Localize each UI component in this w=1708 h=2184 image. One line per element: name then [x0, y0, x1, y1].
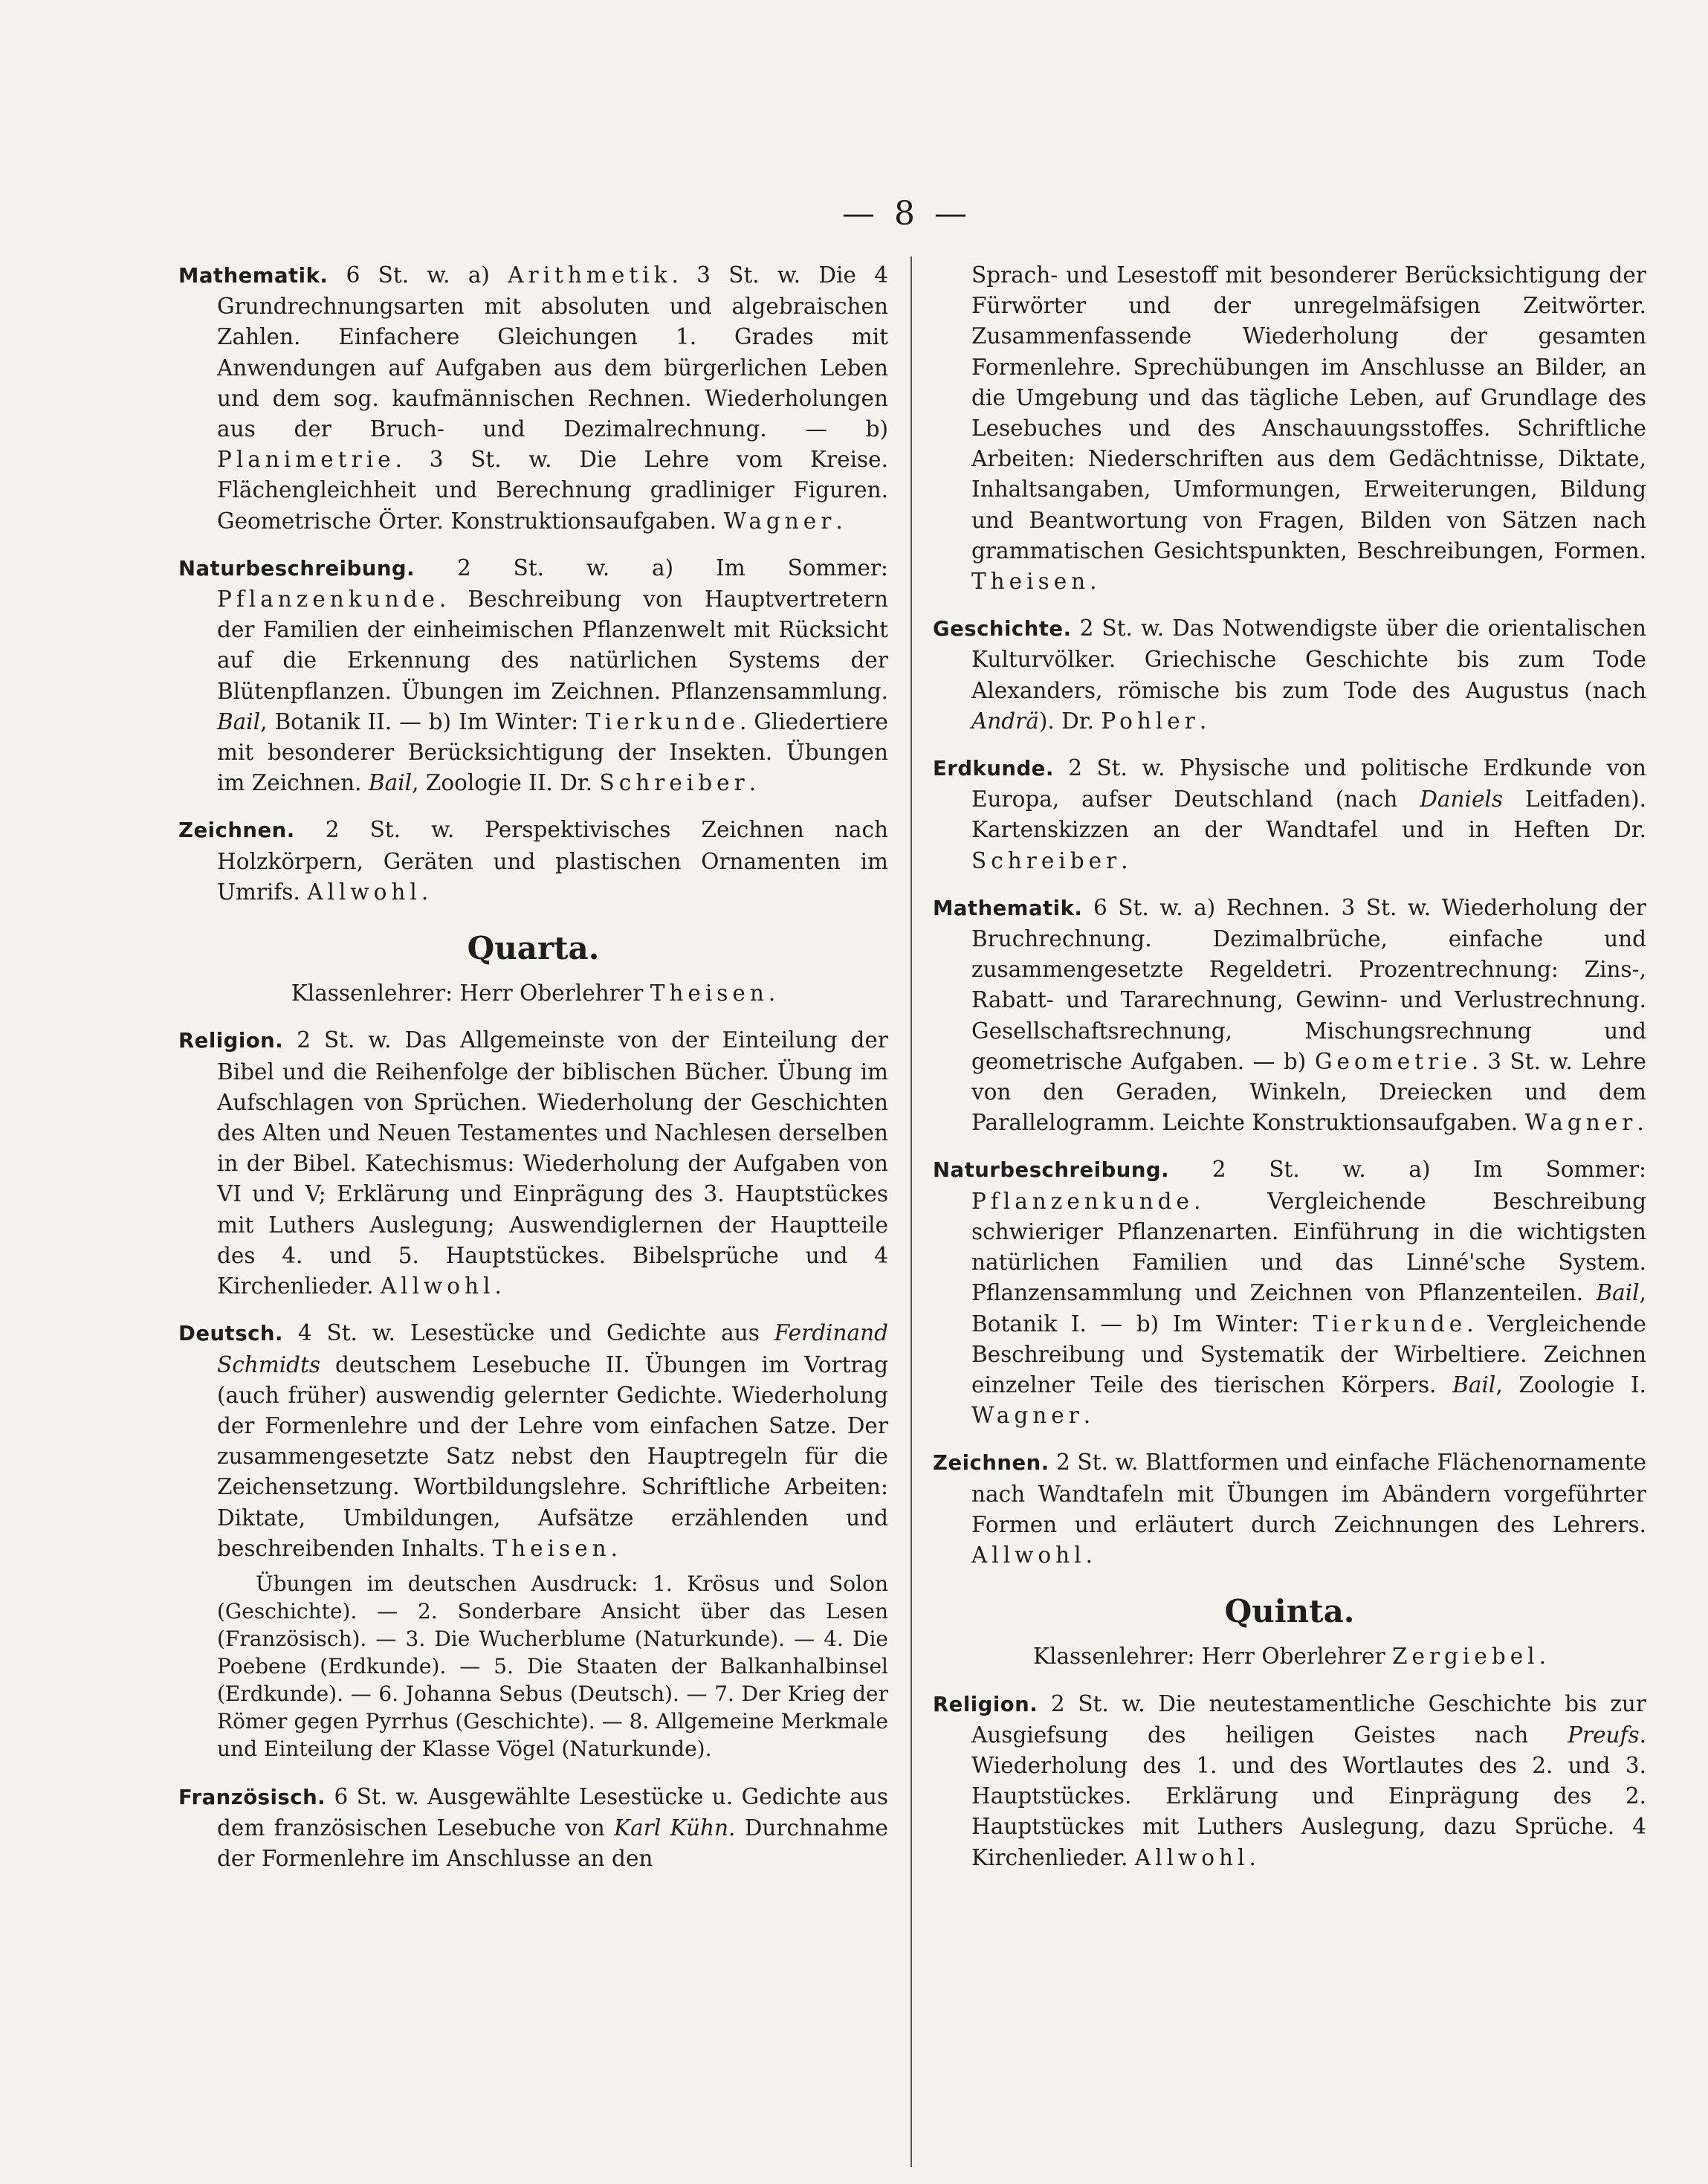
entry-geschichte: Geschichte. 2 St. w. Das Notwendigste über die orientalischen Kulturvölker. Griechische Geschichte bis zum Tode Alexanders, römische bis zum Tode des Augustus (nach Andrä). Dr. Pohler. [933, 616, 1646, 734]
teacher-name: Theisen [492, 1535, 611, 1561]
subject-heading: Deutsch. [178, 1322, 283, 1346]
teacher-name: Pohler [1101, 708, 1200, 734]
class-teacher-line: Klassenlehrer: Herr Oberlehrer Theisen. [291, 980, 776, 1007]
entry-zeichnen: Zeichnen. 2 St. w. Perspektivisches Zeichnen nach Holzkörpern, Geräten und plastischen Ornamenten im Umrifs. Allwohl. [178, 817, 888, 905]
entry-franzoesisch-continued: Sprach- und Lesestoff mit besonderer Berücksichtigung der Fürwörter und der unregelmäfsigen Zeitwörter. Zusammenfassende Wiederholung der gesamten Formenlehre. Sprechübungen im Anschlusse an Bilder, an die Umgebung und das tägliche Leben, auf Grundlage des Lesebuches und des Anschauungsstoffes. Schriftliche Arbeiten: Niederschriften aus dem Gedächtnisse, Diktate, Inhaltsangaben, Umformungen, Erweiterungen, Bildung und Beantwortung von Fragen, Bilden von Sätzen nach grammatischen Gesichtspunkten, Beschreibungen, Formen. Theisen. [971, 262, 1646, 595]
subject-heading: Religion. [933, 1692, 1038, 1716]
teacher-name: Allwohl [971, 1542, 1086, 1568]
entry-mathematik: Mathematik. 6 St. w. a) Arithmetik. 3 St. w. Die 4 Grundrechnungsarten mit absoluten und algebraischen Zahlen. Einfachere Gleichungen 1. Grades mit Anwendungen auf Aufgaben aus dem bürgerlichen Leben und dem sog. kaufmännischen Rechnen. Wiederholungen aus der Bruch- und Dezimalrechnung. — b) Planimetrie. 3 St. w. Die Lehre vom Kreise. Flächengleichheit und Berechnung gradliniger Figuren. Geometrische Örter. Konstruktionsaufgaben. Wagner. [178, 262, 888, 534]
subject-heading: Geschichte. [933, 617, 1072, 642]
entry-mathematik: Mathematik. 6 St. w. a) Rechnen. 3 St. w. Wiederholung der Bruchrechnung. Dezimalbrüche, einfache und zusammengesetzte Regeldetri. Prozentrechnung: Zins-, Rabatt- und Tararechnung, Gewinn- und Verlustrechnung. Gesellschaftsrechnung, Mischungsrechnung und geometrische Aufgaben. — b) Geometrie. 3 St. w. Lehre von den Geraden, Winkeln, Dreiecken und dem Parallelogramm. Leichte Konstruktionsaufgaben. Wagner. [933, 894, 1646, 1136]
subject-heading: Naturbeschreibung. [178, 556, 415, 581]
teacher-name: Wagner [1524, 1110, 1637, 1136]
column-divider [910, 256, 912, 2167]
entry-zeichnen: Zeichnen. 2 St. w. Blattformen und einfache Flächenornamente nach Wandtafeln mit Übungen im Abändern vorgeführter Formen und erläutert durch Zeichnungen des Lehrers. Allwohl. [933, 1450, 1646, 1568]
teacher-name: Wagner [723, 508, 836, 534]
teacher-name: Allwohl [1134, 1844, 1249, 1870]
class-teacher-line: Klassenlehrer: Herr Oberlehrer Zergiebel. [1032, 1644, 1546, 1670]
teacher-name: Allwohl [380, 1273, 495, 1299]
teacher-name: Schreiber [599, 770, 749, 796]
page-number: — 8 — [842, 195, 971, 233]
entry-deutsch: Deutsch. 4 St. w. Lesestücke und Gedichte aus Ferdinand Schmidts deutschem Lesebuche II. Übungen im Vortrag (auch früher) auswendig gelernter Gedichte. Wiederholung der Formenlehre und der Lehre vom einfachen Satze. Der zusammengesetzte Satz nebst den Hauptregeln für die Zeichensetzung. Wortbildungslehre. Schriftliche Arbeiten: Diktate, Umbildungen, Aufsätze erzählenden und beschreibenden Inhalts. Theisen. [178, 1320, 888, 1561]
subject-heading: Mathematik. [933, 896, 1083, 920]
section-title-quinta: Quinta. [1224, 1593, 1355, 1630]
entry-naturbeschreibung: Naturbeschreibung. 2 St. w. a) Im Sommer: Pflanzenkunde. Beschreibung von Hauptvertretern der Familien der einheimischen Pflanzenwelt mit Rücksicht auf die Erkennung des natürlichen Systems der Blütenpflanzen. Übungen im Zeichnen. Pflanzensammlung. Bail, Botanik II. — b) Im Winter: Tierkunde. Gliedertiere mit besonderer Berücksichtigung der Insekten. Übungen im Zeichnen. Bail, Zoologie II. Dr. Schreiber. [178, 555, 888, 796]
deutsch-exercises-note: Übungen im deutschen Ausdruck: 1. Krösus und Solon (Geschichte). — 2. Sonderbare Ansicht über das Lesen (Französisch). — 3. Die Wucherblume (Naturkunde). — 4. Die Poebene (Erdkunde). — 5. Die Staaten der Balkanhalbinsel (Erdkunde). — 6. Johanna Sebus (Deutsch). — 7. Der Krieg der Römer gegen Pyrrhus (Geschichte). — 8. Allgemeine Merkmale und Einteilung der Klasse Vögel (Naturkunde). [217, 1571, 888, 1761]
subject-heading: Naturbeschreibung. [933, 1158, 1170, 1183]
entry-religion: Religion. 2 St. w. Das Allgemeinste von der Einteilung der Bibel und die Reihenfolge der biblischen Bücher. Übung im Aufschlagen von Sprüchen. Wiederholung der Geschichten des Alten und Neuen Testamentes und Nachlesen derselben in der Bibel. Katechismus: Wiederholung der Aufgaben von VI und V; Erklärung und Einprägung des 3. Hauptstückes mit Luthers Auslegung; Auswendiglernen der Hauptteile des 4. und 5. Hauptstückes. Bibelsprüche und 4 Kirchenlieder. Allwohl. [178, 1027, 888, 1299]
teacher-name: Theisen [971, 569, 1090, 595]
teacher-name: Allwohl [307, 879, 421, 905]
subject-heading: Zeichnen. [178, 818, 295, 843]
subject-heading: Zeichnen. [933, 1451, 1049, 1476]
entry-franzoesisch: Französisch. 6 St. w. Ausgewählte Lesestücke u. Gedichte aus dem französischen Lesebuche von Karl Kühn. Durchnahme der Formenlehre im Anschlusse an den [178, 1783, 889, 1872]
entry-naturbeschreibung: Naturbeschreibung. 2 St. w. a) Im Sommer: Pflanzenkunde. Vergleichende Beschreibung schwieriger Pflanzenarten. Einführung in die wichtigsten natürlichen Familien und das Linné'sche System. Pflanzensammlung und Zeichnen von Pflanzenteilen. Bail, Botanik I. — b) Im Winter: Tierkunde. Vergleichende Beschreibung und Systematik der Wirbeltiere. Zeichnen einzelner Teile des tierischen Körpers. Bail, Zoologie I. Wagner. [933, 1157, 1646, 1429]
section-title-quarta: Quarta. [467, 930, 600, 967]
teacher-name: Wagner [971, 1403, 1084, 1429]
subject-heading: Französisch. [178, 1785, 326, 1809]
subject-heading: Religion. [178, 1029, 284, 1053]
entry-religion: Religion. 2 St. w. Die neutestamentliche Geschichte bis zur Ausgiefsung des heiligen Geistes nach Preufs. Wiederholung des 1. und des Wortlautes des 2. und 3. Hauptstückes. Erklärung und Einprägung des 2. Hauptstückes mit Luthers Auslegung, dazu Sprüche. 4 Kirchenlieder. Allwohl. [933, 1690, 1646, 1870]
right-column [933, 260, 1646, 1890]
left-column [178, 260, 888, 1891]
entry-erdkunde: Erdkunde. 2 St. w. Physische und politische Erdkunde von Europa, aufser Deutschland (nach Daniels Leitfaden). Kartenskizzen an der Wandtafel und in Heften Dr. Schreiber. [933, 755, 1646, 873]
subject-heading: Mathematik. [178, 264, 329, 288]
subject-heading: Erdkunde. [933, 757, 1054, 781]
teacher-name: Schreiber [971, 847, 1122, 873]
